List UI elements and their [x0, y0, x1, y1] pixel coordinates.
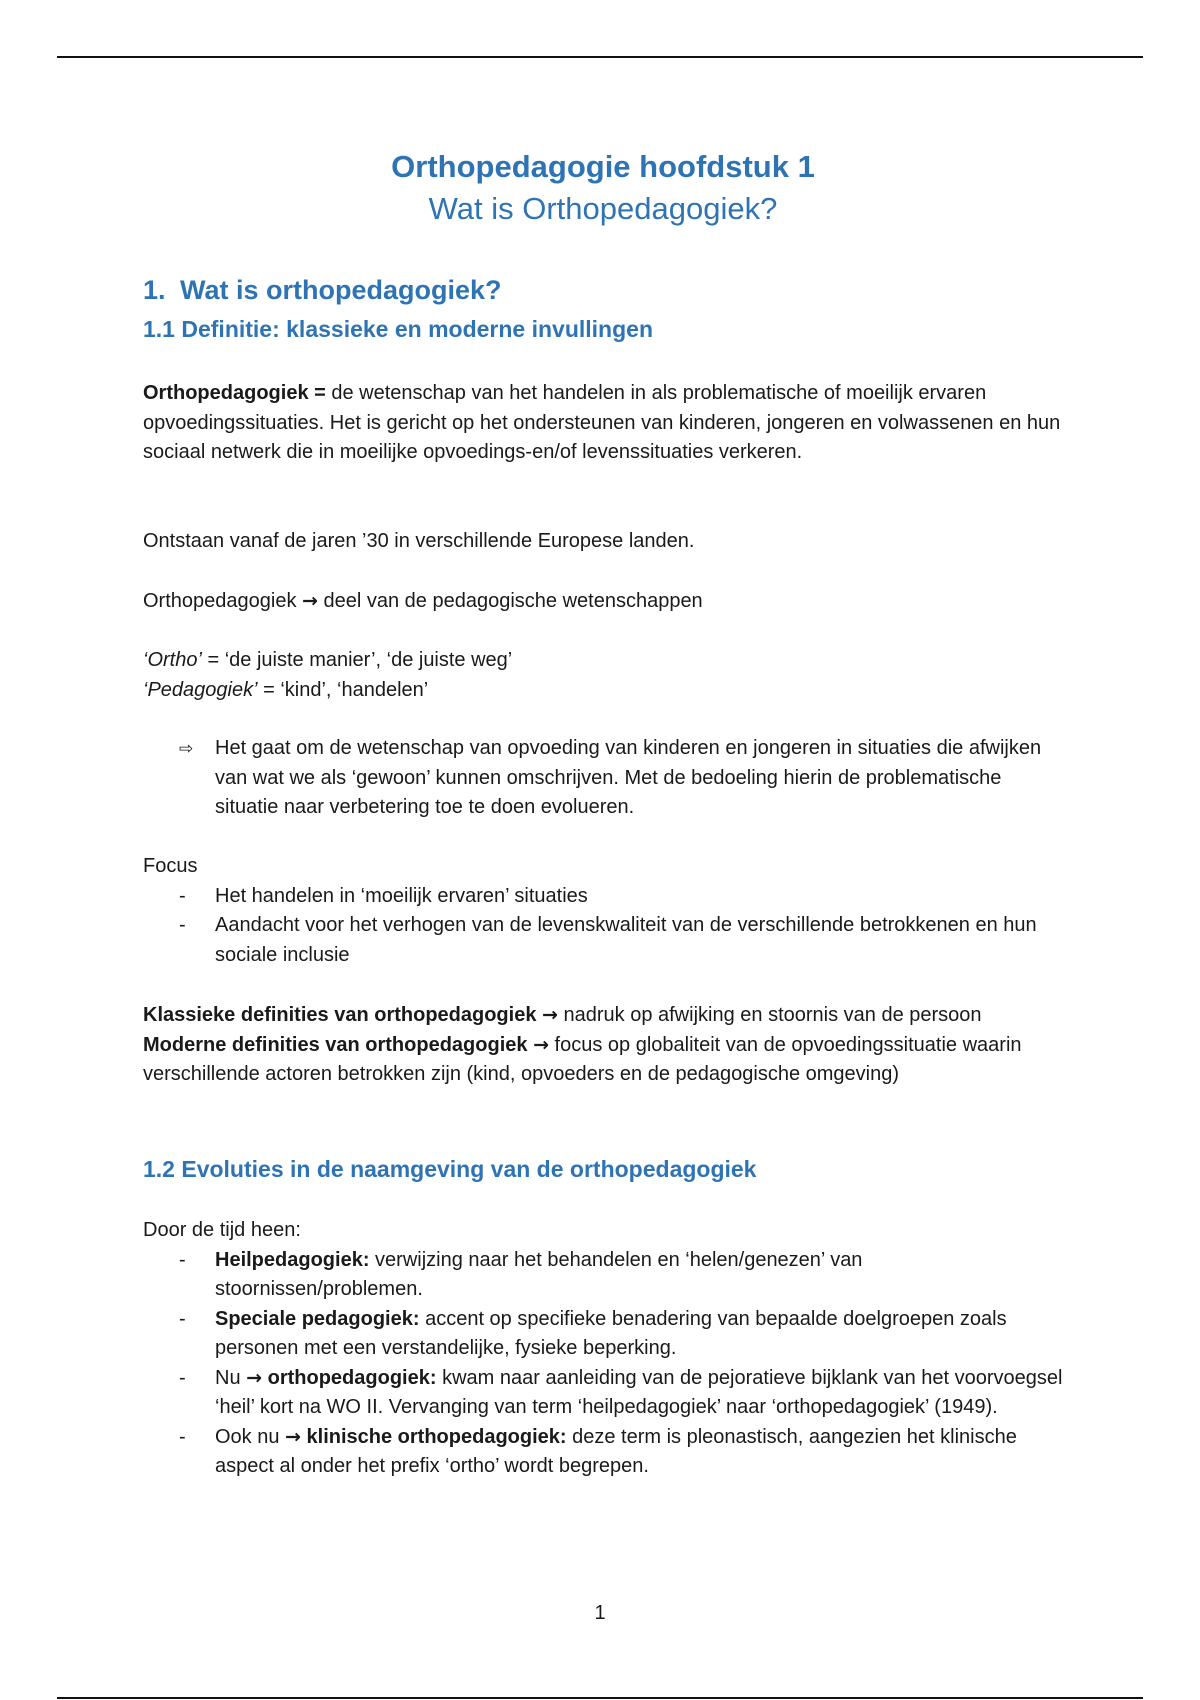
ortho-term: ‘Ortho’: [143, 649, 202, 671]
arrow-icon: →: [246, 1366, 263, 1389]
naming-text-1: verwijzing naar het behandelen en ‘helen/genezen’ van stoornissen/problemen.: [215, 1248, 863, 1300]
list-item: [143, 1246, 1063, 1305]
title-block: [143, 146, 1063, 230]
dash-bullet-icon: -: [179, 1307, 186, 1330]
section-1-number: 1.: [143, 275, 166, 305]
dash-bullet-icon: -: [179, 1366, 186, 1389]
naming-intro: Door de tijd heen:: [143, 1219, 301, 1241]
list-item: [143, 1364, 1063, 1423]
naming-term-1: Heilpedagogiek:: [215, 1248, 370, 1271]
focus-item-1: Het handelen in ‘moeilijk ervaren’ situaties: [215, 884, 588, 907]
hollow-arrow-icon: ⇨: [179, 739, 194, 759]
modern-term: Moderne definities van orthopedagogiek: [143, 1033, 528, 1056]
arrow-point-item: [143, 734, 1063, 823]
bottom-rule: [57, 1697, 1143, 1699]
modern-text: focus op globaliteit van de opvoedingssituatie waarin verschillende actoren betrokken zijn (kind, opvoeders en de pedagogische omgeving): [143, 1033, 1022, 1085]
list-item: [143, 1305, 1063, 1364]
part-of-paragraph: [143, 587, 1063, 617]
section-1-heading: [143, 272, 502, 308]
naming-prefix-3: Nu: [215, 1366, 241, 1389]
naming-text-3: kwam naar aanleiding van de pejoratieve bijklank van het voorvoegsel ‘heil’ kort na WO II. Vervanging van term ‘heilpedagogiek’ naar ‘orthopedagogiek’ (1949).: [215, 1366, 1063, 1418]
arrow-icon: →: [533, 1033, 549, 1056]
naming-text-2: accent op specifieke benadering van bepaalde doelgroepen zoals personen met een verstandelijke, fysieke beperking.: [215, 1307, 1007, 1359]
dash-bullet-icon: -: [179, 1425, 186, 1448]
naming-text-4: deze term is pleonastisch, aangezien het klinische aspect al onder het prefix ‘ortho’ wordt begrepen.: [215, 1425, 1017, 1477]
naming-prefix-4: Ook nu: [215, 1425, 280, 1448]
ortho-line: [143, 646, 1063, 676]
list-item: [143, 911, 1063, 970]
naming-term-4: klinische orthopedagogiek:: [306, 1425, 567, 1448]
dash-bullet-icon: -: [179, 1248, 186, 1271]
arrow-point-text: Het gaat om de wetenschap van opvoeding van kinderen en jongeren in situaties die afwijken van wat we als ‘gewoon’ kunnen omschrijven. Met de bedoeling hierin de problematische situatie naar verbetering toe te doen evolueren.: [215, 737, 1042, 818]
part-term: Orthopedagogiek: [143, 590, 297, 612]
section-1-title: Wat is orthopedagogiek?: [180, 275, 502, 305]
naming-term-3: orthopedagogiek:: [267, 1366, 437, 1389]
definition-paragraph: [143, 379, 1063, 468]
section-1-2-heading: 1.2 Evoluties in de naamgeving van de orthopedagogiek: [143, 1156, 757, 1182]
document-subtitle: Wat is Orthopedagogiek?: [428, 191, 778, 226]
pedagogiek-line: [143, 676, 1063, 706]
page-number: 1: [594, 1602, 606, 1624]
dash-bullet-icon: -: [179, 914, 186, 936]
focus-item-2: Aandacht voor het verhogen van de levenskwaliteit van de verschillende betrokkenen en hun sociale inclusie: [215, 914, 1037, 966]
pedagogiek-text: = ‘kind’, ‘handelen’: [257, 679, 429, 701]
part-text: deel van de pedagogische wetenschappen: [317, 590, 703, 612]
focus-block: [143, 852, 1063, 970]
ortho-text: = ‘de juiste manier’, ‘de juiste weg’: [201, 649, 513, 671]
arrow-icon: →: [285, 1425, 301, 1448]
classic-text: nadruk op afwijking en stoornis van de persoon: [557, 1004, 982, 1026]
origin-paragraph: Ontstaan vanaf de jaren ’30 in verschillende Europese landen.: [143, 530, 695, 552]
dash-bullet-icon: -: [179, 884, 186, 907]
arrow-point-block: [143, 734, 1063, 823]
document-title: Orthopedagogie hoofdstuk 1: [391, 149, 815, 184]
pedagogiek-term: ‘Pedagogiek’: [143, 679, 258, 701]
definition-term: Orthopedagogiek =: [143, 382, 326, 404]
focus-label: Focus: [143, 855, 198, 877]
arrow-icon: →: [302, 590, 318, 612]
definitions-paragraph: [143, 1001, 1063, 1090]
arrow-icon: →: [542, 1004, 558, 1026]
classic-term: Klassieke definities van orthopedagogiek: [143, 1004, 537, 1026]
naming-block: [143, 1216, 1063, 1482]
list-item: [143, 882, 1063, 912]
section-1-1-heading: 1.1 Definitie: klassieke en moderne invullingen: [143, 316, 653, 342]
list-item: [143, 1423, 1063, 1482]
naming-term-2: Speciale pedagogiek:: [215, 1307, 420, 1330]
top-rule: [57, 56, 1143, 58]
definition-text: de wetenschap van het handelen in als problematische of moeilijk ervaren opvoedingssituaties. Het is gericht op het ondersteunen van kinderen, jongeren en volwassenen en hun sociaal netwerk die in moeilijke opvoedings-en/of levenssituaties verkeren.: [143, 382, 1061, 463]
